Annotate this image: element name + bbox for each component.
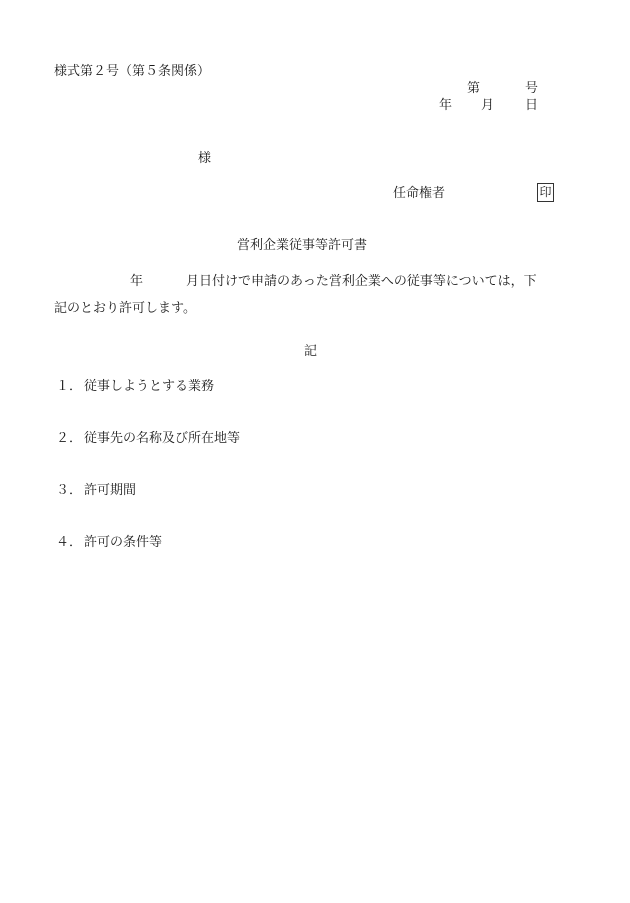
list-item (56, 535, 162, 551)
document-number-prefix: 第 (467, 81, 481, 96)
document-title: 営利企業従事等許可書 (237, 238, 368, 253)
date-month-label: 月 (481, 98, 495, 113)
list-item-number: ３． (56, 483, 83, 498)
date-year-label: 年 (439, 98, 453, 113)
list-item (56, 431, 240, 447)
list-item-text: 従事先の名称及び所在地等 (84, 431, 241, 446)
body-year-label: 年 (129, 274, 143, 289)
addressee-honorific: 様 (198, 151, 212, 166)
body-day-label: 日付けで申請のあった営利企業への従事等については，下 (199, 274, 537, 289)
list-item-text: 従事しようとする業務 (84, 379, 215, 394)
body-text-line-1 (54, 274, 537, 290)
list-item (56, 483, 136, 499)
seal-box: 印 (537, 183, 554, 202)
ki-heading: 記 (304, 344, 318, 359)
list-item (56, 379, 214, 395)
document-number-suffix: 号 (525, 81, 539, 96)
list-item-text: 許可の条件等 (84, 535, 163, 550)
issuer-label: 任命権者 (393, 186, 446, 201)
list-item-number: １． (56, 379, 83, 394)
list-item-number: ４． (56, 535, 83, 550)
list-item-number: ２． (56, 431, 83, 446)
list-item-text: 許可期間 (84, 483, 137, 498)
date-day-label: 日 (525, 98, 539, 113)
body-text-line-2: 記のとおり許可します。 (54, 301, 196, 316)
form-number: 様式第２号（第５条関係） (54, 64, 211, 79)
body-month-label: 月 (185, 274, 199, 289)
